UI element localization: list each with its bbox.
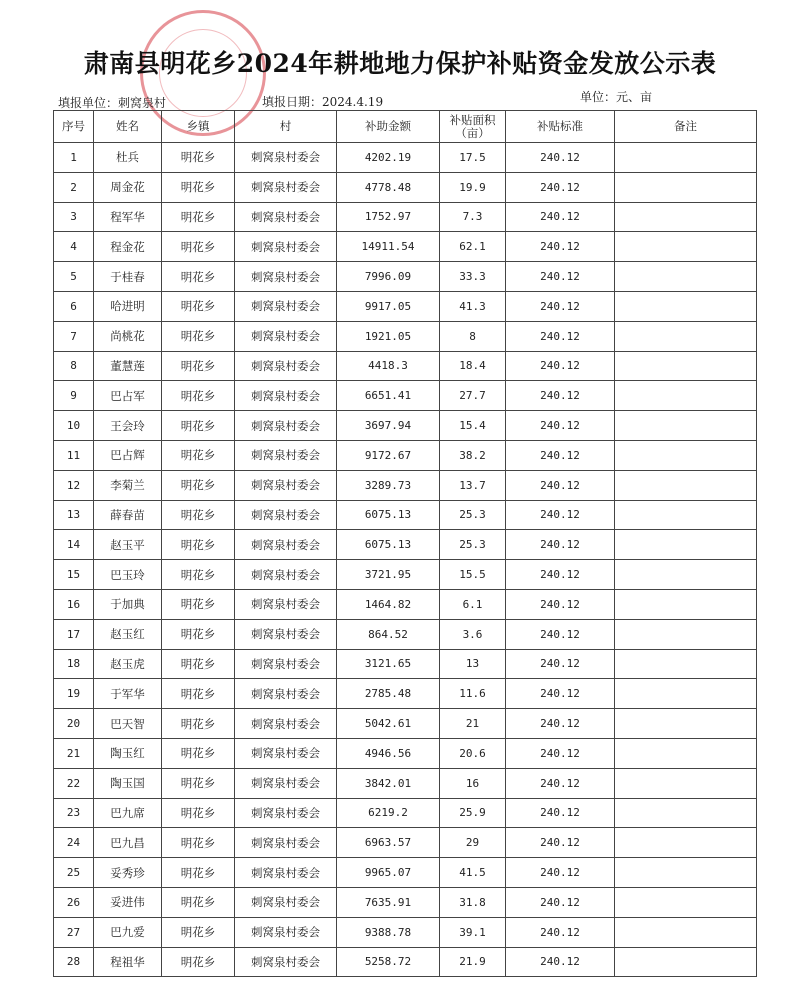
table-row — [54, 798, 757, 828]
cell-amount: 6963.57 — [337, 828, 440, 858]
cell-area: 62.1 — [440, 232, 506, 262]
cell-village: 刺窝泉村委会 — [235, 768, 337, 798]
cell-area: 25.9 — [440, 798, 506, 828]
cell-name: 陶玉红 — [94, 738, 162, 768]
cell-township: 明花乡 — [162, 321, 235, 351]
cell-area: 38.2 — [440, 440, 506, 470]
table-row — [54, 560, 757, 590]
cell-remarks — [615, 649, 757, 679]
cell-remarks — [615, 470, 757, 500]
header-standard: 补贴标准 — [506, 111, 615, 143]
cell-area: 29 — [440, 828, 506, 858]
cell-name: 杜兵 — [94, 143, 162, 173]
cell-name: 赵玉平 — [94, 530, 162, 560]
cell-area: 17.5 — [440, 143, 506, 173]
cell-standard: 240.12 — [506, 143, 615, 173]
cell-township: 明花乡 — [162, 500, 235, 530]
cell-village: 刺窝泉村委会 — [235, 262, 337, 292]
cell-index: 26 — [54, 887, 94, 917]
cell-amount: 3121.65 — [337, 649, 440, 679]
cell-index: 20 — [54, 709, 94, 739]
table-row — [54, 411, 757, 441]
cell-village: 刺窝泉村委会 — [235, 202, 337, 232]
cell-area: 25.3 — [440, 500, 506, 530]
cell-remarks — [615, 560, 757, 590]
cell-remarks — [615, 530, 757, 560]
table-row — [54, 143, 757, 173]
cell-standard: 240.12 — [506, 828, 615, 858]
cell-name: 李菊兰 — [94, 470, 162, 500]
cell-standard: 240.12 — [506, 291, 615, 321]
cell-amount: 7996.09 — [337, 262, 440, 292]
cell-standard: 240.12 — [506, 798, 615, 828]
cell-village: 刺窝泉村委会 — [235, 947, 337, 977]
table-row — [54, 381, 757, 411]
cell-name: 巴九昌 — [94, 828, 162, 858]
cell-name: 巴天智 — [94, 709, 162, 739]
cell-name: 哈进明 — [94, 291, 162, 321]
cell-area: 27.7 — [440, 381, 506, 411]
cell-index: 18 — [54, 649, 94, 679]
cell-index: 13 — [54, 500, 94, 530]
cell-remarks — [615, 291, 757, 321]
cell-remarks — [615, 768, 757, 798]
cell-amount: 6219.2 — [337, 798, 440, 828]
table-row — [54, 768, 757, 798]
cell-township: 明花乡 — [162, 411, 235, 441]
table-row — [54, 679, 757, 709]
cell-township: 明花乡 — [162, 619, 235, 649]
cell-area: 41.5 — [440, 858, 506, 888]
cell-remarks — [615, 917, 757, 947]
cell-index: 5 — [54, 262, 94, 292]
cell-village: 刺窝泉村委会 — [235, 172, 337, 202]
cell-amount: 9388.78 — [337, 917, 440, 947]
header-row — [54, 111, 757, 143]
cell-area: 25.3 — [440, 530, 506, 560]
cell-village: 刺窝泉村委会 — [235, 411, 337, 441]
cell-name: 巴九席 — [94, 798, 162, 828]
cell-township: 明花乡 — [162, 530, 235, 560]
cell-township: 明花乡 — [162, 143, 235, 173]
cell-village: 刺窝泉村委会 — [235, 381, 337, 411]
cell-index: 10 — [54, 411, 94, 441]
cell-area: 3.6 — [440, 619, 506, 649]
cell-amount: 1921.05 — [337, 321, 440, 351]
cell-remarks — [615, 202, 757, 232]
cell-name: 赵玉虎 — [94, 649, 162, 679]
cell-name: 于军华 — [94, 679, 162, 709]
cell-name: 周金花 — [94, 172, 162, 202]
cell-area: 33.3 — [440, 262, 506, 292]
cell-township: 明花乡 — [162, 947, 235, 977]
cell-index: 7 — [54, 321, 94, 351]
cell-index: 22 — [54, 768, 94, 798]
cell-area: 7.3 — [440, 202, 506, 232]
cell-area: 15.5 — [440, 560, 506, 590]
cell-amount: 3697.94 — [337, 411, 440, 441]
cell-amount: 5258.72 — [337, 947, 440, 977]
cell-standard: 240.12 — [506, 768, 615, 798]
table-row — [54, 828, 757, 858]
cell-township: 明花乡 — [162, 381, 235, 411]
cell-township: 明花乡 — [162, 917, 235, 947]
header-village: 村 — [235, 111, 337, 143]
cell-name: 王会玲 — [94, 411, 162, 441]
cell-standard: 240.12 — [506, 917, 615, 947]
cell-amount: 1752.97 — [337, 202, 440, 232]
cell-remarks — [615, 143, 757, 173]
table-row — [54, 500, 757, 530]
cell-index: 19 — [54, 679, 94, 709]
cell-remarks — [615, 232, 757, 262]
cell-amount: 4946.56 — [337, 738, 440, 768]
cell-village: 刺窝泉村委会 — [235, 589, 337, 619]
cell-township: 明花乡 — [162, 798, 235, 828]
cell-amount: 864.52 — [337, 619, 440, 649]
cell-amount: 6075.13 — [337, 500, 440, 530]
cell-area: 16 — [440, 768, 506, 798]
cell-township: 明花乡 — [162, 828, 235, 858]
cell-area: 13 — [440, 649, 506, 679]
table-row — [54, 262, 757, 292]
cell-remarks — [615, 411, 757, 441]
cell-index: 14 — [54, 530, 94, 560]
cell-village: 刺窝泉村委会 — [235, 500, 337, 530]
cell-index: 24 — [54, 828, 94, 858]
cell-name: 尚桃花 — [94, 321, 162, 351]
cell-standard: 240.12 — [506, 470, 615, 500]
cell-name: 妥秀珍 — [94, 858, 162, 888]
cell-village: 刺窝泉村委会 — [235, 858, 337, 888]
cell-standard: 240.12 — [506, 232, 615, 262]
cell-index: 23 — [54, 798, 94, 828]
table-row — [54, 470, 757, 500]
cell-remarks — [615, 619, 757, 649]
cell-standard: 240.12 — [506, 619, 615, 649]
cell-township: 明花乡 — [162, 351, 235, 381]
header-index: 序号 — [54, 111, 94, 143]
cell-index: 28 — [54, 947, 94, 977]
cell-standard: 240.12 — [506, 351, 615, 381]
cell-village: 刺窝泉村委会 — [235, 470, 337, 500]
cell-village: 刺窝泉村委会 — [235, 738, 337, 768]
cell-area: 41.3 — [440, 291, 506, 321]
cell-index: 8 — [54, 351, 94, 381]
cell-village: 刺窝泉村委会 — [235, 440, 337, 470]
cell-name: 巴占辉 — [94, 440, 162, 470]
cell-name: 妥进伟 — [94, 887, 162, 917]
cell-name: 于桂春 — [94, 262, 162, 292]
cell-village: 刺窝泉村委会 — [235, 649, 337, 679]
cell-amount: 14911.54 — [337, 232, 440, 262]
cell-index: 27 — [54, 917, 94, 947]
cell-remarks — [615, 738, 757, 768]
cell-area: 18.4 — [440, 351, 506, 381]
cell-index: 16 — [54, 589, 94, 619]
table-row — [54, 291, 757, 321]
cell-area: 6.1 — [440, 589, 506, 619]
cell-remarks — [615, 887, 757, 917]
cell-name: 巴占军 — [94, 381, 162, 411]
cell-index: 17 — [54, 619, 94, 649]
cell-remarks — [615, 947, 757, 977]
cell-township: 明花乡 — [162, 679, 235, 709]
cell-amount: 3842.01 — [337, 768, 440, 798]
cell-standard: 240.12 — [506, 679, 615, 709]
cell-standard: 240.12 — [506, 202, 615, 232]
cell-amount: 6075.13 — [337, 530, 440, 560]
cell-amount: 9965.07 — [337, 858, 440, 888]
table-row — [54, 530, 757, 560]
cell-name: 董慧莲 — [94, 351, 162, 381]
cell-amount: 3289.73 — [337, 470, 440, 500]
cell-area: 11.6 — [440, 679, 506, 709]
cell-name: 巴玉玲 — [94, 560, 162, 590]
cell-remarks — [615, 351, 757, 381]
cell-amount: 4202.19 — [337, 143, 440, 173]
cell-remarks — [615, 440, 757, 470]
cell-index: 1 — [54, 143, 94, 173]
cell-area: 15.4 — [440, 411, 506, 441]
cell-village: 刺窝泉村委会 — [235, 143, 337, 173]
table-row — [54, 589, 757, 619]
cell-township: 明花乡 — [162, 738, 235, 768]
cell-name: 程军华 — [94, 202, 162, 232]
cell-standard: 240.12 — [506, 887, 615, 917]
cell-township: 明花乡 — [162, 589, 235, 619]
cell-area: 19.9 — [440, 172, 506, 202]
cell-index: 3 — [54, 202, 94, 232]
cell-name: 程金花 — [94, 232, 162, 262]
cell-amount: 9917.05 — [337, 291, 440, 321]
table-body — [54, 143, 757, 977]
cell-standard: 240.12 — [506, 172, 615, 202]
cell-standard: 240.12 — [506, 500, 615, 530]
header-township: 乡镇 — [162, 111, 235, 143]
cell-index: 11 — [54, 440, 94, 470]
cell-remarks — [615, 262, 757, 292]
cell-township: 明花乡 — [162, 560, 235, 590]
table-row — [54, 619, 757, 649]
cell-remarks — [615, 500, 757, 530]
table-row — [54, 321, 757, 351]
cell-village: 刺窝泉村委会 — [235, 887, 337, 917]
cell-village: 刺窝泉村委会 — [235, 560, 337, 590]
cell-index: 12 — [54, 470, 94, 500]
header-name: 姓名 — [94, 111, 162, 143]
cell-village: 刺窝泉村委会 — [235, 917, 337, 947]
cell-township: 明花乡 — [162, 649, 235, 679]
table-row — [54, 232, 757, 262]
cell-village: 刺窝泉村委会 — [235, 709, 337, 739]
cell-area: 21 — [440, 709, 506, 739]
cell-township: 明花乡 — [162, 887, 235, 917]
cell-remarks — [615, 679, 757, 709]
cell-amount: 4418.3 — [337, 351, 440, 381]
cell-amount: 5042.61 — [337, 709, 440, 739]
cell-index: 2 — [54, 172, 94, 202]
cell-township: 明花乡 — [162, 202, 235, 232]
cell-area: 20.6 — [440, 738, 506, 768]
cell-standard: 240.12 — [506, 858, 615, 888]
cell-area: 13.7 — [440, 470, 506, 500]
cell-township: 明花乡 — [162, 858, 235, 888]
cell-remarks — [615, 172, 757, 202]
table-row — [54, 917, 757, 947]
cell-standard: 240.12 — [506, 411, 615, 441]
cell-amount: 4778.48 — [337, 172, 440, 202]
cell-township: 明花乡 — [162, 262, 235, 292]
cell-village: 刺窝泉村委会 — [235, 321, 337, 351]
cell-standard: 240.12 — [506, 262, 615, 292]
cell-standard: 240.12 — [506, 947, 615, 977]
page-title: 肃南县明花乡2024年耕地地力保护补贴资金发放公示表 — [83, 49, 717, 78]
cell-village: 刺窝泉村委会 — [235, 828, 337, 858]
cell-standard: 240.12 — [506, 709, 615, 739]
table-row — [54, 202, 757, 232]
cell-village: 刺窝泉村委会 — [235, 679, 337, 709]
cell-remarks — [615, 798, 757, 828]
cell-amount: 3721.95 — [337, 560, 440, 590]
table-row — [54, 709, 757, 739]
cell-standard: 240.12 — [506, 440, 615, 470]
cell-index: 21 — [54, 738, 94, 768]
unit-note: 单位：元、亩 — [580, 90, 653, 104]
cell-name: 赵玉红 — [94, 619, 162, 649]
cell-name: 程祖华 — [94, 947, 162, 977]
cell-village: 刺窝泉村委会 — [235, 232, 337, 262]
cell-index: 25 — [54, 858, 94, 888]
cell-standard: 240.12 — [506, 649, 615, 679]
cell-village: 刺窝泉村委会 — [235, 530, 337, 560]
cell-township: 明花乡 — [162, 172, 235, 202]
cell-remarks — [615, 589, 757, 619]
cell-name: 陶玉国 — [94, 768, 162, 798]
filing-unit: 填报单位：刺窝泉村 — [58, 96, 167, 110]
cell-name: 于加典 — [94, 589, 162, 619]
table-row — [54, 351, 757, 381]
cell-remarks — [615, 321, 757, 351]
cell-standard: 240.12 — [506, 321, 615, 351]
cell-amount: 2785.48 — [337, 679, 440, 709]
cell-standard: 240.12 — [506, 560, 615, 590]
cell-village: 刺窝泉村委会 — [235, 291, 337, 321]
cell-area: 8 — [440, 321, 506, 351]
table-row — [54, 858, 757, 888]
cell-index: 9 — [54, 381, 94, 411]
header-area: 补贴面积（亩） — [440, 111, 506, 143]
cell-standard: 240.12 — [506, 738, 615, 768]
cell-area: 31.8 — [440, 887, 506, 917]
cell-township: 明花乡 — [162, 709, 235, 739]
cell-index: 15 — [54, 560, 94, 590]
cell-remarks — [615, 381, 757, 411]
cell-name: 巴九爱 — [94, 917, 162, 947]
table-row — [54, 738, 757, 768]
cell-village: 刺窝泉村委会 — [235, 351, 337, 381]
cell-remarks — [615, 858, 757, 888]
cell-township: 明花乡 — [162, 232, 235, 262]
header-remarks: 备注 — [615, 111, 757, 143]
cell-amount: 1464.82 — [337, 589, 440, 619]
cell-remarks — [615, 828, 757, 858]
cell-township: 明花乡 — [162, 440, 235, 470]
cell-index: 4 — [54, 232, 94, 262]
table-row — [54, 649, 757, 679]
filing-date: 填报日期：2024.4.19 — [262, 95, 384, 109]
cell-township: 明花乡 — [162, 470, 235, 500]
cell-township: 明花乡 — [162, 291, 235, 321]
cell-amount: 6651.41 — [337, 381, 440, 411]
cell-area: 21.9 — [440, 947, 506, 977]
subsidy-table — [53, 110, 757, 977]
cell-amount: 9172.67 — [337, 440, 440, 470]
table-row — [54, 887, 757, 917]
cell-area: 39.1 — [440, 917, 506, 947]
cell-amount: 7635.91 — [337, 887, 440, 917]
cell-standard: 240.12 — [506, 381, 615, 411]
table-row — [54, 947, 757, 977]
cell-remarks — [615, 709, 757, 739]
cell-name: 薛春苗 — [94, 500, 162, 530]
cell-index: 6 — [54, 291, 94, 321]
table-row — [54, 440, 757, 470]
table-row — [54, 172, 757, 202]
cell-village: 刺窝泉村委会 — [235, 798, 337, 828]
cell-village: 刺窝泉村委会 — [235, 619, 337, 649]
cell-standard: 240.12 — [506, 589, 615, 619]
header-amount: 补助金额 — [337, 111, 440, 143]
cell-standard: 240.12 — [506, 530, 615, 560]
cell-township: 明花乡 — [162, 768, 235, 798]
